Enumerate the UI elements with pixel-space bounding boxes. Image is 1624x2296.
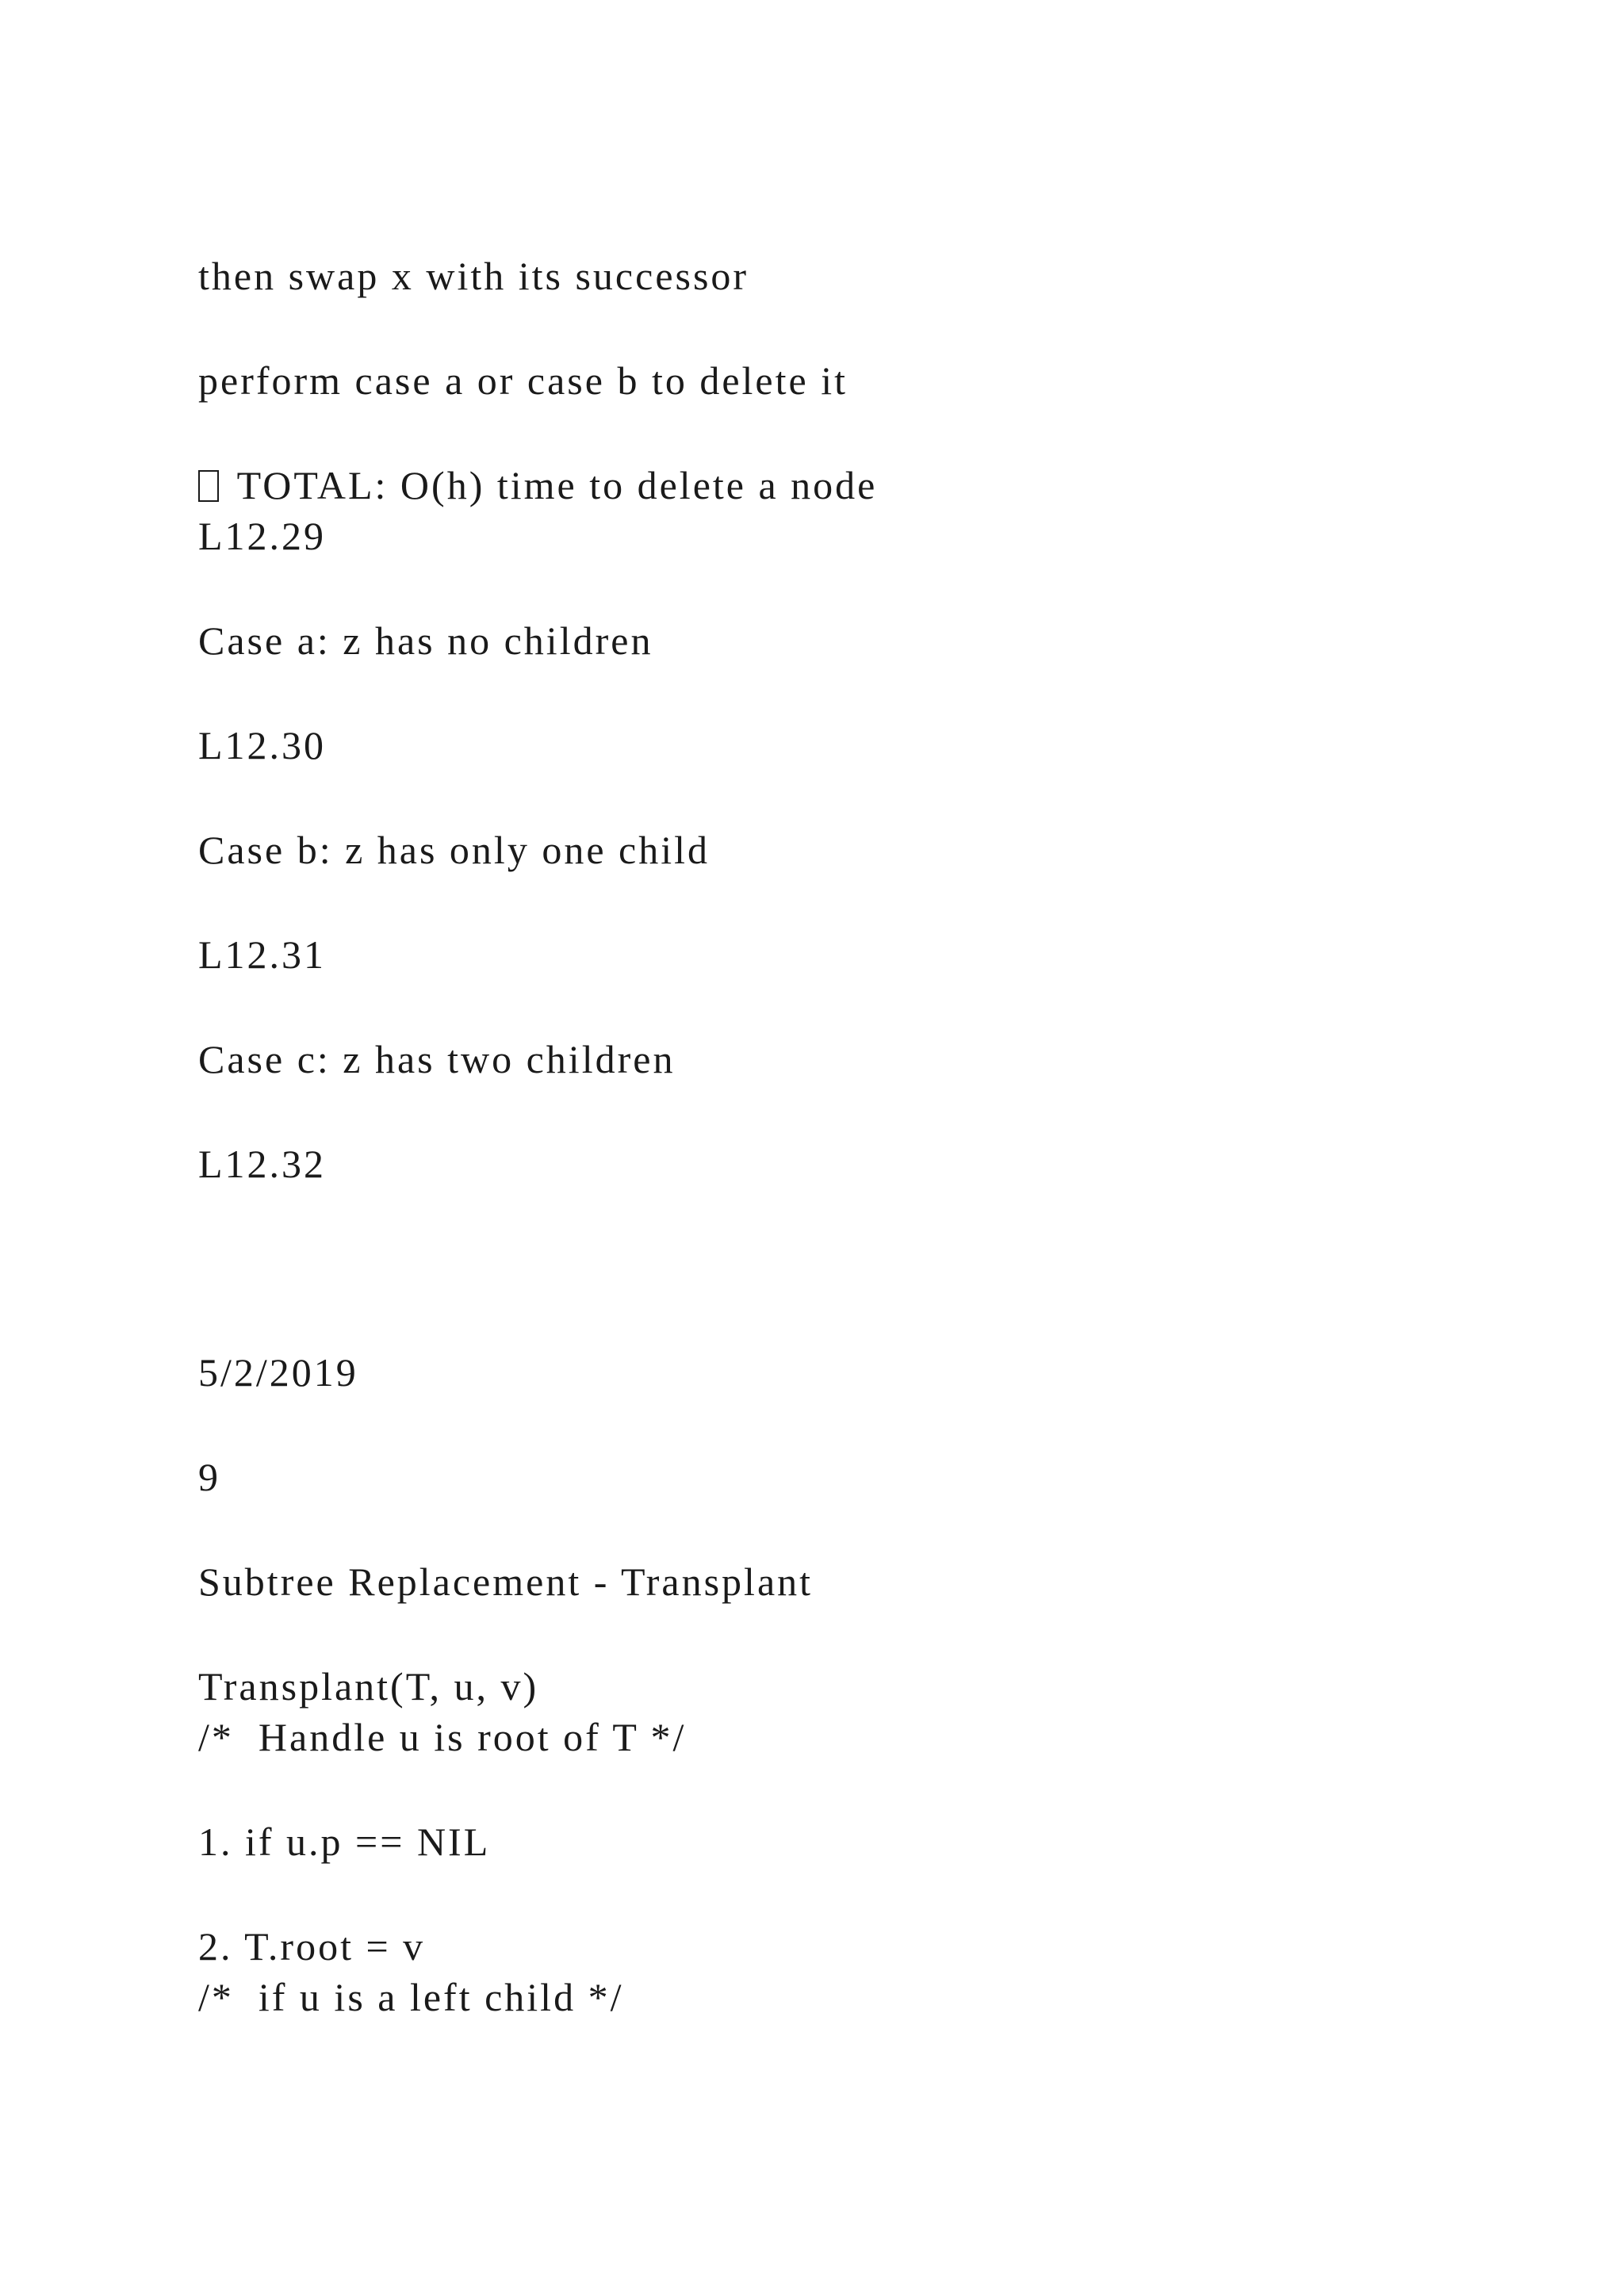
text-line: perform case a or case b to delete it [198, 358, 848, 403]
slide-label: L12.29 [198, 514, 327, 558]
code-comment: /* Handle u is root of T */ [198, 1715, 687, 1759]
missing-glyph-box-icon [198, 470, 219, 502]
bullet-text: TOTAL: O(h) time to delete a node [236, 463, 878, 507]
section-heading: Subtree Replacement - Transplant [198, 1559, 814, 1604]
text-line-bullet [198, 461, 877, 509]
text-line: then swap x with its successor [198, 254, 749, 298]
text-line: Case c: z has two children [198, 1037, 676, 1081]
page-number: 9 [198, 1455, 220, 1499]
date-line: 5/2/2019 [198, 1350, 358, 1395]
code-line: 1. if u.p == NIL [198, 1820, 491, 1864]
slide-label: L12.32 [198, 1142, 327, 1186]
text-line: Case a: z has no children [198, 618, 653, 663]
slide-label: L12.30 [198, 723, 327, 767]
slide-label: L12.31 [198, 932, 327, 977]
code-comment: /* if u is a left child */ [198, 1975, 624, 2019]
text-line: Case b: z has only one child [198, 828, 710, 872]
code-line: Transplant(T, u, v) [198, 1664, 539, 1709]
code-line: 2. T.root = v [198, 1924, 426, 1969]
